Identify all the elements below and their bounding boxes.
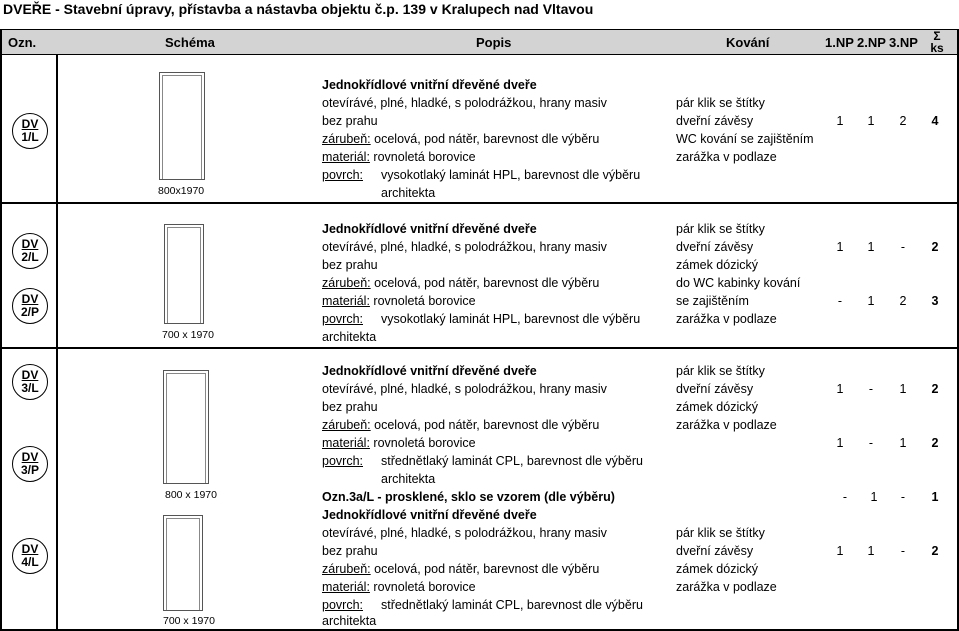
- code-bottom: 4/L: [21, 555, 39, 569]
- desc-zarubne: ocelová, pod nátěr, barevnost dle výběru: [374, 418, 600, 432]
- door-heading: Jednokřídlové vnitřní dřevěné dveře: [322, 508, 537, 522]
- desc-material: rovnoletá borovice: [373, 580, 476, 594]
- kovani-item: pár klik se štítky: [676, 222, 765, 236]
- qty-3np: 1: [899, 382, 907, 396]
- desc-line: otevírávé, plné, hladké, s polodrážkou, hrany masiv: [322, 382, 607, 396]
- col-3np: 3.NP: [889, 35, 918, 50]
- kovani-item: zarážka v podlaze: [676, 418, 777, 432]
- kovani-item: pár klik se štítky: [676, 96, 765, 110]
- qty-2np: 1: [867, 294, 875, 308]
- kovani-item: zarážka v podlaze: [676, 580, 777, 594]
- qty-2np: 1: [867, 114, 875, 128]
- code-top: DV: [21, 292, 39, 306]
- door-code-badge: [12, 288, 48, 324]
- glass-variant-note: Ozn.3a/L - prosklené, sklo se vzorem (dle výběru): [322, 490, 615, 504]
- label-povrch: povrch:: [322, 598, 363, 612]
- door-dimension: 800 x 1970: [165, 489, 217, 501]
- qty-3np: -: [900, 490, 906, 504]
- code-top: DV: [21, 542, 39, 556]
- label-zarubne: zárubeň:: [322, 132, 371, 146]
- qty-3np: -: [900, 240, 906, 254]
- sum-ks: ks: [930, 41, 944, 55]
- label-material: materiál:: [322, 294, 370, 308]
- label-zarubne: zárubeň:: [322, 418, 371, 432]
- page-title: DVEŘE - Stavební úpravy, přístavba a nástavba objektu č.p. 139 v Kralupech nad Vltavou: [3, 1, 594, 17]
- desc-zarubne: ocelová, pod nátěr, barevnost dle výběru: [374, 132, 600, 146]
- code-bottom: 1/L: [21, 130, 39, 144]
- door-schema: [163, 515, 203, 611]
- door-dimension: 800x1970: [158, 185, 205, 197]
- desc-architekta: architekta: [322, 614, 377, 628]
- code-top: DV: [21, 117, 39, 131]
- door-code-badge: [12, 538, 48, 574]
- desc-povrch: vysokotlaký laminát HPL, barevnost dle výběru: [381, 312, 641, 326]
- desc-zarubne: ocelová, pod nátěr, barevnost dle výběru: [374, 562, 600, 576]
- border-right: [957, 29, 959, 631]
- desc-povrch: střednětlaký laminát CPL, barevnost dle výběru: [381, 454, 643, 468]
- kovani-item: pár klik se štítky: [676, 526, 765, 540]
- label-material: materiál:: [322, 150, 370, 164]
- qty-3np: -: [900, 544, 906, 558]
- desc-povrch: střednětlaký laminát CPL, barevnost dle výběru: [381, 598, 643, 612]
- code-bottom: 2/L: [21, 250, 39, 264]
- border-left: [0, 29, 2, 631]
- col-2np: 2.NP: [857, 35, 886, 50]
- door-dimension: 700 x 1970: [162, 329, 214, 341]
- table-header: [0, 29, 959, 55]
- code-top: DV: [21, 237, 39, 251]
- desc-line: bez prahu: [322, 400, 378, 414]
- qty-3np: 1: [899, 436, 907, 450]
- kovani-item: zarážka v podlaze: [676, 312, 777, 326]
- qty-1np: -: [842, 490, 848, 504]
- qty-total: 1: [931, 490, 939, 504]
- door-code-badge: [12, 233, 48, 269]
- kovani-item: zámek dózický: [676, 258, 758, 272]
- desc-line: bez prahu: [322, 114, 378, 128]
- door-dimension: 700 x 1970: [163, 615, 215, 627]
- col-popis: Popis: [476, 35, 512, 50]
- kovani-item: do WC kabinky kování: [676, 276, 801, 290]
- kovani-item: zámek dózický: [676, 562, 758, 576]
- col-schema: Schéma: [165, 35, 215, 50]
- sum-symbol: Σ: [933, 29, 941, 43]
- code-top: DV: [21, 450, 39, 464]
- desc-architekta: architekta: [322, 330, 377, 344]
- desc-material: rovnoletá borovice: [373, 436, 476, 450]
- door-heading: Jednokřídlové vnitřní dřevěné dveře: [322, 364, 537, 378]
- door-code-badge: [12, 446, 48, 482]
- desc-line: otevírávé, plné, hladké, s polodrážkou, hrany masiv: [322, 526, 607, 540]
- qty-3np: 2: [899, 294, 907, 308]
- qty-total: 2: [931, 436, 939, 450]
- door-heading: Jednokřídlové vnitřní dřevěné dveře: [322, 222, 537, 236]
- code-bottom: 3/P: [20, 463, 39, 477]
- qty-1np: 1: [836, 382, 844, 396]
- kovani-item: dveřní závěsy: [676, 114, 754, 128]
- desc-povrch: vysokotlaký laminát HPL, barevnost dle výběru: [381, 168, 641, 182]
- desc-line: otevírávé, plné, hladké, s polodrážkou, hrany masiv: [322, 96, 607, 110]
- desc-material: rovnoletá borovice: [373, 294, 476, 308]
- code-bottom: 3/L: [21, 381, 39, 395]
- row-divider: [0, 202, 959, 204]
- desc-material: rovnoletá borovice: [373, 150, 476, 164]
- door-code-badge: [12, 113, 48, 149]
- qty-2np: 1: [867, 240, 875, 254]
- qty-total: 3: [931, 294, 939, 308]
- kovani-item: pár klik se štítky: [676, 364, 765, 378]
- qty-2np: -: [868, 436, 874, 450]
- qty-1np: 1: [836, 436, 844, 450]
- qty-total: 2: [931, 240, 939, 254]
- row-divider: [0, 347, 959, 349]
- col-kovani: Kování: [726, 35, 770, 50]
- kovani-item: se zajištěním: [676, 294, 749, 308]
- col-1np: 1.NP: [825, 35, 854, 50]
- col-ozn: Ozn.: [8, 35, 37, 50]
- kovani-item: zarážka v podlaze: [676, 150, 777, 164]
- door-heading: Jednokřídlové vnitřní dřevěné dveře: [322, 78, 537, 92]
- kovani-item: zámek dózický: [676, 400, 758, 414]
- desc-architekta: architekta: [381, 472, 436, 486]
- qty-1np: 1: [836, 544, 844, 558]
- code-top: DV: [21, 368, 39, 382]
- divider-ozn: [56, 55, 58, 631]
- desc-architekta: architekta: [381, 186, 436, 200]
- desc-line: bez prahu: [322, 258, 378, 272]
- desc-line: otevírávé, plné, hladké, s polodrážkou, hrany masiv: [322, 240, 607, 254]
- qty-2np: -: [868, 382, 874, 396]
- kovani-item: dveřní závěsy: [676, 544, 754, 558]
- row-divider: [0, 629, 959, 631]
- label-material: materiál:: [322, 580, 370, 594]
- door-schema: [164, 224, 204, 324]
- label-povrch: povrch:: [322, 168, 363, 182]
- door-code-badge: [12, 364, 48, 400]
- label-povrch: povrch:: [322, 312, 363, 326]
- qty-total: 2: [931, 382, 939, 396]
- col-sum: [922, 30, 952, 54]
- label-zarubne: zárubeň:: [322, 276, 371, 290]
- desc-line: bez prahu: [322, 544, 378, 558]
- label-material: materiál:: [322, 436, 370, 450]
- label-povrch: povrch:: [322, 454, 363, 468]
- door-schema: [163, 370, 209, 484]
- qty-1np: 1: [836, 240, 844, 254]
- label-zarubne: zárubeň:: [322, 562, 371, 576]
- door-schema: [159, 72, 205, 180]
- code-bottom: 2/P: [20, 305, 39, 319]
- qty-total: 4: [931, 114, 939, 128]
- kovani-item: dveřní závěsy: [676, 382, 754, 396]
- qty-1np: 1: [836, 114, 844, 128]
- qty-total: 2: [931, 544, 939, 558]
- kovani-item: dveřní závěsy: [676, 240, 754, 254]
- kovani-item: WC kování se zajištěním: [676, 132, 814, 146]
- qty-1np: -: [837, 294, 843, 308]
- qty-2np: 1: [870, 490, 878, 504]
- qty-2np: 1: [867, 544, 875, 558]
- desc-zarubne: ocelová, pod nátěr, barevnost dle výběru: [374, 276, 600, 290]
- qty-3np: 2: [899, 114, 907, 128]
